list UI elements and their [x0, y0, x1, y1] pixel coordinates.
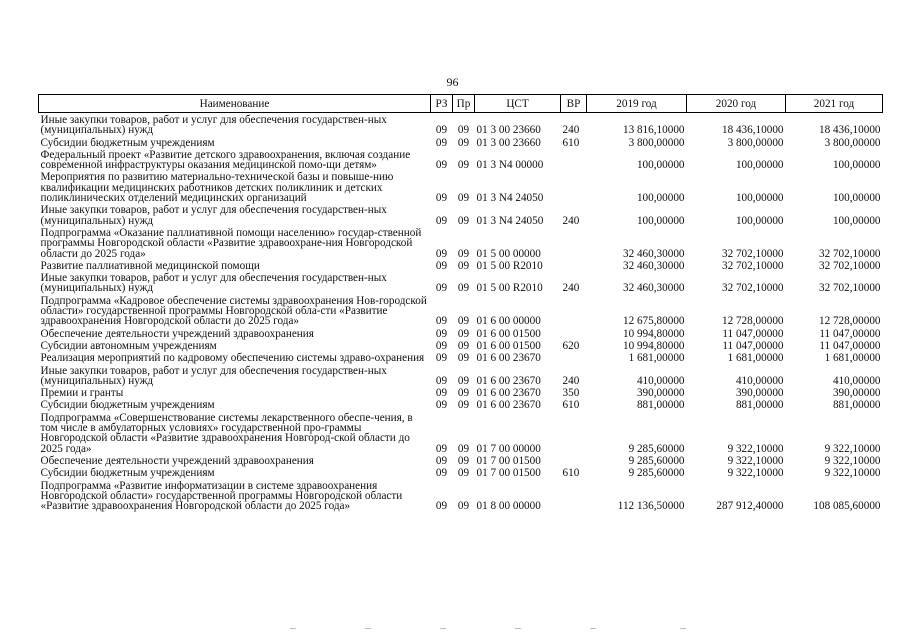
table-header-row — [39, 95, 883, 113]
cell-2019: 112 136,50000 — [617, 500, 685, 513]
cell-name: Субсидии бюджетным учреждениям — [40, 399, 215, 412]
table-row — [39, 364, 883, 387]
cell-pr: 09 — [457, 315, 470, 328]
cell-2021: 100,00000 — [832, 214, 881, 227]
cell-rz: 09 — [435, 442, 448, 455]
cell-vr — [561, 170, 587, 203]
cell-name: Иные закупки товаров, работ и услуг для обеспечения государствен-ных (муниципальных) нужд — [40, 114, 387, 137]
budget-table — [38, 94, 883, 511]
header-2020: 2020 год — [687, 95, 786, 113]
cell-cst: 01 5 00 R2010 — [476, 259, 543, 272]
cell-pr: 09 — [457, 442, 470, 455]
cell-vr — [561, 226, 587, 259]
table-row — [39, 351, 883, 363]
cell-pr: 09 — [457, 124, 470, 137]
cell-rz: 09 — [435, 399, 448, 412]
cell-2021: 9 322,10000 — [824, 454, 881, 467]
cell-cst: 01 3 00 23660 — [476, 124, 541, 137]
cell-cst: 01 6 00 01500 — [476, 327, 541, 340]
cell-2021: 18 436,10000 — [818, 124, 881, 137]
page-number: 96 — [446, 75, 459, 89]
cell-2021: 108 085,60000 — [813, 500, 881, 513]
cell-2021: 100,00000 — [832, 192, 881, 205]
cell-2020: 32 702,10000 — [721, 282, 784, 295]
cell-pr: 09 — [457, 339, 470, 352]
cell-name: Субсидии бюджетным учреждениям — [40, 136, 215, 149]
cell-cst: 01 7 00 01500 — [476, 467, 541, 480]
cell-pr: 09 — [457, 282, 470, 295]
cell-pr: 09 — [457, 352, 470, 365]
cell-2020: 287 912,40000 — [716, 500, 784, 513]
cell-2019: 100,00000 — [636, 192, 685, 205]
cell-cst: 01 5 00 00000 — [476, 247, 541, 260]
cell-name: Развитие паллиативной медицинской помощи — [40, 259, 260, 272]
cell-cst: 01 6 00 00000 — [476, 315, 541, 328]
cell-2021: 12 728,00000 — [818, 315, 881, 328]
cell-2021: 9 322,10000 — [824, 442, 881, 455]
cell-name: Иные закупки товаров, работ и услуг для обеспечения государствен-ных (муниципальных) нужд — [40, 204, 387, 227]
cell-2020: 9 322,10000 — [727, 454, 784, 467]
cell-2019: 3 800,00000 — [628, 136, 685, 149]
cell-2021: 32 702,10000 — [818, 282, 881, 295]
cell-2019: 410,00000 — [636, 374, 685, 387]
cell-2019: 9 285,60000 — [628, 442, 685, 455]
table-row — [39, 203, 883, 226]
cell-rz: 09 — [435, 339, 448, 352]
cell-rz: 09 — [435, 500, 448, 513]
table-body — [39, 113, 883, 512]
cell-rz: 09 — [435, 124, 448, 137]
cell-vr: 620 — [562, 339, 580, 352]
cell-rz: 09 — [435, 259, 448, 272]
header-pr: Пр — [453, 95, 475, 113]
cell-2020: 3 800,00000 — [727, 136, 784, 149]
cell-vr — [561, 294, 587, 327]
table-row — [39, 170, 883, 203]
cell-vr — [561, 351, 587, 363]
cell-name: Подпрограмма «Оказание паллиативной помощи населению» государ-ственной программы Новгородской области «Развитие здравоохране-ния Новгородской области до 2025 года» — [40, 226, 422, 260]
cell-rz: 09 — [435, 247, 448, 260]
header-vr: ВР — [561, 95, 587, 113]
cell-vr — [561, 479, 587, 512]
cell-rz: 09 — [435, 327, 448, 340]
table-row — [39, 259, 883, 271]
cell-name: Иные закупки товаров, работ и услуг для обеспечения государствен-ных (муниципальных) нужд — [40, 272, 387, 295]
cell-pr: 09 — [457, 374, 470, 387]
table-row — [39, 398, 883, 410]
table-row — [39, 339, 883, 351]
cell-vr: 240 — [562, 374, 580, 387]
cell-pr: 09 — [457, 136, 470, 149]
cell-rz: 09 — [435, 387, 448, 400]
cell-vr — [561, 454, 587, 466]
table-row — [39, 327, 883, 339]
table-row — [39, 454, 883, 466]
cell-pr: 09 — [457, 159, 470, 172]
cell-cst: 01 8 00 00000 — [476, 500, 541, 513]
cell-pr: 09 — [457, 454, 470, 467]
cell-name: Субсидии автономным учреждениям — [40, 339, 217, 352]
table-row — [39, 136, 883, 148]
cell-2021: 11 047,00000 — [819, 327, 881, 340]
table-row — [39, 411, 883, 454]
cell-2019: 32 460,30000 — [622, 282, 685, 295]
header-cst: ЦСТ — [475, 95, 561, 113]
cell-2020: 390,00000 — [735, 387, 784, 400]
cell-2019: 10 994,80000 — [622, 327, 685, 340]
table-row — [39, 226, 883, 259]
cell-2020: 881,00000 — [735, 399, 784, 412]
cell-2020: 100,00000 — [735, 214, 784, 227]
cell-pr: 09 — [457, 467, 470, 480]
cell-rz: 09 — [435, 352, 448, 365]
table-row — [39, 479, 883, 512]
cell-pr: 09 — [457, 500, 470, 513]
cell-pr: 09 — [457, 214, 470, 227]
cell-2020: 32 702,10000 — [721, 259, 784, 272]
cell-2019: 13 816,10000 — [622, 124, 685, 137]
table-row — [39, 294, 883, 327]
cell-cst: 01 6 00 01500 — [476, 339, 541, 352]
cell-2021: 3 800,00000 — [824, 136, 881, 149]
cell-2020: 9 322,10000 — [727, 442, 784, 455]
table-row — [39, 148, 883, 171]
cell-2021: 11 047,00000 — [819, 339, 881, 352]
cell-vr: 240 — [562, 282, 580, 295]
header-2021: 2021 год — [786, 95, 883, 113]
cell-rz: 09 — [435, 467, 448, 480]
cell-2020: 9 322,10000 — [727, 467, 784, 480]
cell-name: Обеспечение деятельности учреждений здравоохранения — [40, 327, 314, 340]
cell-name: Подпрограмма «Совершенствование системы лекарственного обеспе-чения, в том числе в амбулаторных условиях» государственной про-граммы Новгородской области «Развитие здравоохранения Новгород-ской области до 2025 года» — [40, 411, 413, 455]
table-row — [39, 466, 883, 478]
cell-cst: 01 3 N4 24050 — [476, 214, 544, 227]
cell-2021: 9 322,10000 — [824, 467, 881, 480]
cell-2020: 100,00000 — [735, 159, 784, 172]
cell-2019: 100,00000 — [636, 214, 685, 227]
cell-rz: 09 — [435, 159, 448, 172]
cell-2019: 32 460,30000 — [622, 247, 685, 260]
cell-2019: 10 994,80000 — [622, 339, 685, 352]
cell-2020: 1 681,00000 — [727, 352, 784, 365]
cell-rz: 09 — [435, 136, 448, 149]
cell-2019: 32 460,30000 — [622, 259, 685, 272]
cell-cst: 01 3 N4 00000 — [476, 159, 544, 172]
cell-2021: 32 702,10000 — [818, 247, 881, 260]
cell-name: Федеральный проект «Развитие детского здравоохранения, включая создание современной инфраструктуры оказания медицинской помо-щи детям» — [40, 148, 411, 172]
cell-name: Подпрограмма «Развитие информатизации в системе здравоохранения Новгородской области» государственной программы Новгородской области «Развитие здравоохранения Новгородской области до 2025 года» — [40, 479, 403, 513]
cell-2019: 390,00000 — [636, 387, 685, 400]
cell-pr: 09 — [457, 259, 470, 272]
cell-rz: 09 — [435, 315, 448, 328]
cell-2021: 1 681,00000 — [824, 352, 881, 365]
cell-2019: 100,00000 — [636, 159, 685, 172]
cell-pr: 09 — [457, 192, 470, 205]
header-rz: РЗ — [431, 95, 453, 113]
cell-cst: 01 7 00 00000 — [476, 442, 541, 455]
cell-cst: 01 6 00 23670 — [476, 387, 541, 400]
table-row — [39, 386, 883, 398]
cell-rz: 09 — [435, 192, 448, 205]
cell-rz: 09 — [435, 282, 448, 295]
cell-vr: 240 — [562, 124, 580, 137]
cell-2020: 18 436,10000 — [721, 124, 784, 137]
cell-2019: 881,00000 — [636, 399, 685, 412]
header-name: Наименование — [39, 95, 431, 113]
cell-2020: 12 728,00000 — [721, 315, 784, 328]
cell-2019: 12 675,80000 — [622, 315, 685, 328]
cell-name: Мероприятия по развитию материально-технической базы и повыше-нию квалификации медицинских работников детских поликлиник и детских поликлинических отделений медицинских организаций — [40, 171, 394, 205]
cell-name: Обеспечение деятельности учреждений здравоохранения — [40, 454, 314, 467]
cell-name: Премии и гранты — [40, 387, 124, 400]
cell-pr: 09 — [457, 327, 470, 340]
cell-vr: 350 — [562, 387, 580, 400]
cell-cst: 01 6 00 23670 — [476, 352, 541, 365]
cell-2019: 9 285,60000 — [628, 454, 685, 467]
cell-vr — [561, 259, 587, 271]
cell-2020: 32 702,10000 — [721, 247, 784, 260]
cell-vr — [561, 411, 587, 454]
cell-pr: 09 — [457, 247, 470, 260]
cell-2020: 100,00000 — [735, 192, 784, 205]
cell-rz: 09 — [435, 214, 448, 227]
cell-vr: 610 — [562, 399, 580, 412]
cell-rz: 09 — [435, 454, 448, 467]
cell-name: Иные закупки товаров, работ и услуг для обеспечения государствен-ных (муниципальных) нужд — [40, 364, 387, 387]
cell-2019: 9 285,60000 — [628, 467, 685, 480]
cell-2021: 100,00000 — [832, 159, 881, 172]
cell-vr: 610 — [562, 136, 580, 149]
cell-vr — [561, 148, 587, 171]
cell-2020: 11 047,00000 — [722, 339, 784, 352]
cell-cst: 01 3 00 23660 — [476, 136, 541, 149]
cell-vr: 240 — [562, 214, 580, 227]
cell-cst: 01 6 00 23670 — [476, 374, 541, 387]
table-row — [39, 113, 883, 136]
cell-2020: 410,00000 — [735, 374, 784, 387]
cell-cst: 01 6 00 23670 — [476, 399, 541, 412]
cell-name: Реализация мероприятий по кадровому обеспечению системы здраво-охранения — [40, 352, 425, 365]
cell-cst: 01 3 N4 24050 — [476, 192, 544, 205]
table-row — [39, 271, 883, 294]
cell-2020: 11 047,00000 — [722, 327, 784, 340]
cell-cst: 01 7 00 01500 — [476, 454, 541, 467]
cell-pr: 09 — [457, 399, 470, 412]
page-footer-marks — [0, 628, 905, 634]
cell-rz: 09 — [435, 374, 448, 387]
cell-2021: 881,00000 — [832, 399, 881, 412]
header-2019: 2019 год — [587, 95, 687, 113]
cell-name: Субсидии бюджетным учреждениям — [40, 467, 215, 480]
cell-name: Подпрограмма «Кадровое обеспечение системы здравоохранения Нов-городской области» государственной программы Новгородской обла-сти «Развитие здравоохранения Новгородской области до 2025 года» — [40, 294, 427, 328]
cell-cst: 01 5 00 R2010 — [476, 282, 543, 295]
cell-2021: 32 702,10000 — [818, 259, 881, 272]
cell-vr — [561, 327, 587, 339]
cell-2021: 390,00000 — [832, 387, 881, 400]
cell-pr: 09 — [457, 387, 470, 400]
cell-vr: 610 — [562, 467, 580, 480]
cell-2019: 1 681,00000 — [628, 352, 685, 365]
cell-2021: 410,00000 — [832, 374, 881, 387]
